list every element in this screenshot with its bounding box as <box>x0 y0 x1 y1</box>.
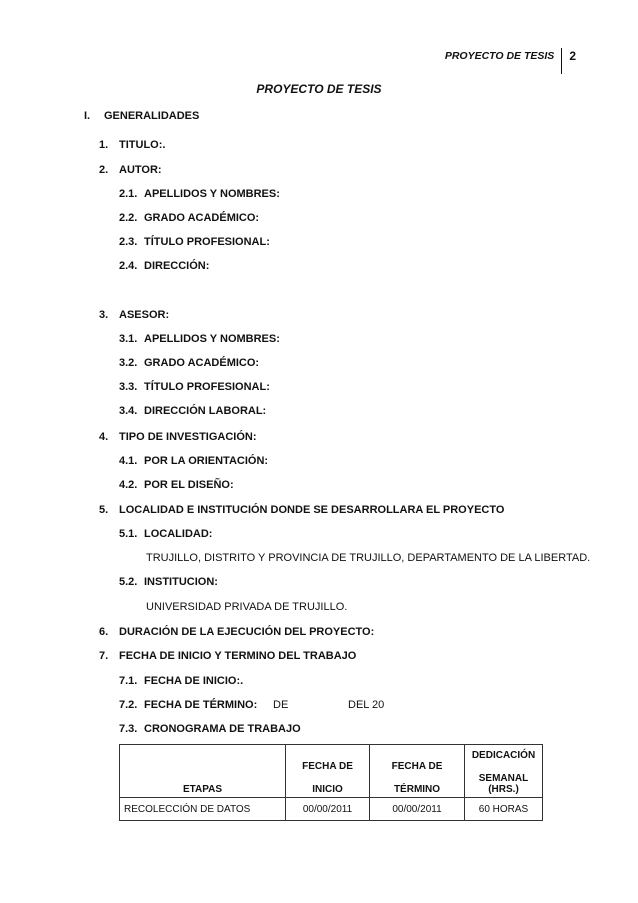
item-number: 2.4. <box>119 260 138 272</box>
header-etapas <box>120 745 286 798</box>
item-label: TIPO DE INVESTIGACIÓN: <box>119 431 257 443</box>
item-label: FECHA DE INICIO:. <box>144 675 244 687</box>
item-orientacion <box>119 455 268 467</box>
item-label: POR LA ORIENTACIÓN: <box>144 455 269 467</box>
item-number: 3.3. <box>119 381 138 393</box>
item-number: 2. <box>99 164 109 176</box>
cell-fecha-inicio: 00/00/2011 <box>286 798 370 821</box>
item-number: 7. <box>99 650 109 662</box>
item-label: DIRECCIÓN: <box>144 260 210 272</box>
item-label: FECHA DE TÉRMINO: <box>144 699 258 711</box>
section-generalidades <box>84 110 199 122</box>
header-dedicacion <box>465 745 543 798</box>
localidad-value: TRUJILLO, DISTRITO Y PROVINCIA DE TRUJILLO, DEPARTAMENTO DE LA LIBERTAD. <box>146 552 591 564</box>
item-label: AUTOR: <box>119 164 162 176</box>
item-number: 3.4. <box>119 405 138 417</box>
item-label: CRONOGRAMA DE TRABAJO <box>144 723 301 735</box>
item-label: FECHA DE INICIO Y TERMINO DEL TRABAJO <box>119 650 357 662</box>
header-line-2: INICIO <box>312 784 343 795</box>
item-number: 2.1. <box>119 188 138 200</box>
header-fecha-termino <box>370 745 465 798</box>
item-autor-titulo <box>119 236 270 248</box>
item-asesor <box>99 309 169 321</box>
item-label: LOCALIDAD E INSTITUCIÓN DONDE SE DESARROLLARA EL PROYECTO <box>119 504 505 516</box>
item-fecha-inicio-termino <box>99 650 356 662</box>
item-number: 3.2. <box>119 357 138 369</box>
item-label: APELLIDOS Y NOMBRES: <box>144 333 280 345</box>
item-label: DURACIÓN DE LA EJECUCIÓN DEL PROYECTO: <box>119 626 375 638</box>
cronograma-table <box>119 744 543 821</box>
item-autor-grado <box>119 212 259 224</box>
header-line-1: FECHA DE <box>302 761 353 772</box>
item-label: TITULO:. <box>119 139 166 151</box>
header-line-2: SEMANAL (HRS.) <box>478 773 529 795</box>
fecha-termino-del: DEL 20 <box>348 699 385 711</box>
item-asesor-direccion <box>119 405 266 417</box>
item-cronograma <box>119 723 301 735</box>
section-number: I. <box>84 110 91 122</box>
item-label: GRADO ACADÉMICO: <box>144 212 260 224</box>
item-autor <box>99 164 162 176</box>
item-number: 4.2. <box>119 479 138 491</box>
item-asesor-apellidos <box>119 333 280 345</box>
item-titulo <box>99 139 165 151</box>
header-line-2: ETAPAS <box>182 784 223 795</box>
item-number: 4.1. <box>119 455 138 467</box>
item-number: 7.2. <box>119 699 138 711</box>
item-localidad-institucion <box>99 504 504 516</box>
item-label: DIRECCIÓN LABORAL: <box>144 405 267 417</box>
item-number: 5.1. <box>119 528 138 540</box>
item-number: 7.3. <box>119 723 138 735</box>
institucion-value: UNIVERSIDAD PRIVADA DE TRUJILLO. <box>146 601 348 613</box>
item-fecha-termino <box>119 699 257 711</box>
header-line-1: FECHA DE <box>391 761 443 772</box>
cell-fecha-termino: 00/00/2011 <box>370 798 465 821</box>
table-row <box>120 798 543 821</box>
item-label: GRADO ACADÉMICO: <box>144 357 260 369</box>
item-autor-direccion <box>119 260 209 272</box>
item-tipo-investigacion <box>99 431 257 443</box>
page-number: 2 <box>569 49 576 63</box>
item-number: 3. <box>99 309 109 321</box>
header-fecha-inicio <box>286 745 370 798</box>
header-title: PROYECTO DE TESIS <box>444 50 555 62</box>
fecha-termino-de: DE <box>273 699 289 711</box>
item-localidad <box>119 528 212 540</box>
cell-etapa: RECOLECCIÓN DE DATOS <box>120 798 286 821</box>
header-line-2: TÉRMINO <box>393 784 441 795</box>
item-label: TÍTULO PROFESIONAL: <box>144 236 270 248</box>
document-title: PROYECTO DE TESIS <box>256 82 382 96</box>
page-header <box>445 38 576 74</box>
item-institucion <box>119 576 218 588</box>
item-label: INSTITUCION: <box>144 576 218 588</box>
item-asesor-titulo <box>119 381 270 393</box>
item-label: APELLIDOS Y NOMBRES: <box>144 188 280 200</box>
cell-dedicacion: 60 HORAS <box>465 798 543 821</box>
header-line-1: DEDICACIÓN <box>471 750 536 761</box>
item-autor-apellidos <box>119 188 280 200</box>
item-label: ASESOR: <box>119 309 170 321</box>
item-number: 4. <box>99 431 109 443</box>
item-number: 5. <box>99 504 109 516</box>
item-diseno <box>119 479 234 491</box>
item-label: LOCALIDAD: <box>144 528 213 540</box>
item-number: 2.2. <box>119 212 138 224</box>
item-label: TÍTULO PROFESIONAL: <box>144 381 270 393</box>
item-number: 3.1. <box>119 333 138 345</box>
item-number: 5.2. <box>119 576 138 588</box>
item-label: POR EL DISEÑO: <box>144 479 234 491</box>
item-number: 7.1. <box>119 675 138 687</box>
item-number: 2.3. <box>119 236 138 248</box>
item-asesor-grado <box>119 357 259 369</box>
section-label: GENERALIDADES <box>104 110 200 122</box>
item-duracion <box>99 626 374 638</box>
table-header-row <box>120 745 543 798</box>
item-fecha-inicio <box>119 675 243 687</box>
item-number: 1. <box>99 139 109 151</box>
item-number: 6. <box>99 626 109 638</box>
